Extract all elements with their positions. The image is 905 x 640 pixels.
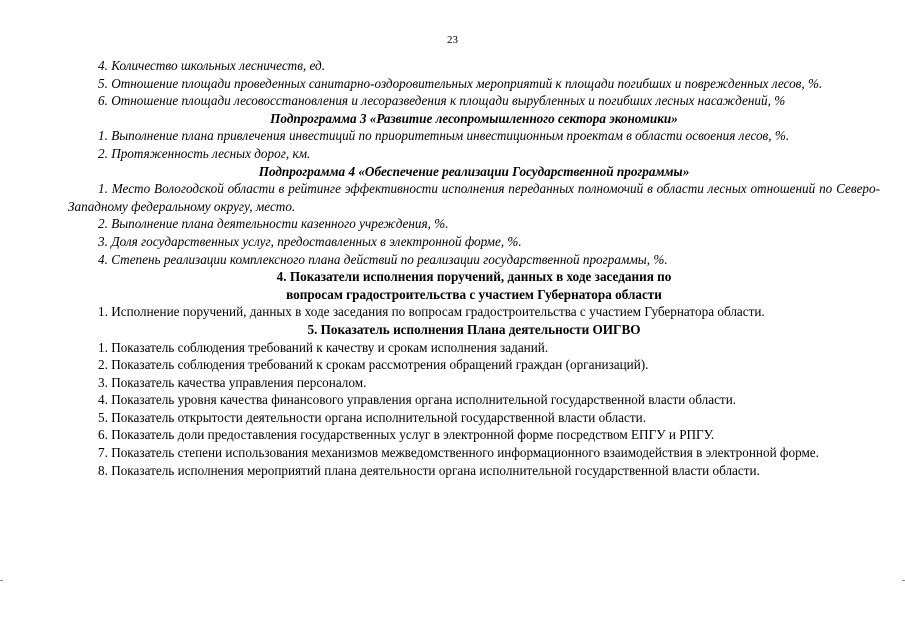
- indicator-item: 2. Протяженность лесных дорог, км.: [98, 145, 311, 161]
- subprogram-4-heading: Подпрограмма 4 «Обеспечение реализации Государственной программы»: [258, 163, 690, 179]
- section-5-item: 6. Показатель доли предоставления государственных услуг в электронной форме посредством ЕПГУ и РПГУ.: [98, 427, 715, 443]
- section-5-item: 3. Показатель качества управления персоналом.: [98, 374, 367, 390]
- scan-edge-mark: [0, 580, 3, 581]
- section-5-item: 5. Показатель открытости деятельности органа исполнительной государственной власти области.: [98, 409, 646, 425]
- indicator-item: 4. Степень реализации комплексного плана действий по реализации государственной программы, %.: [98, 251, 668, 267]
- indicator-item: 2. Выполнение плана деятельности казенного учреждения, %.: [98, 216, 449, 232]
- section-5-heading: 5. Показатель исполнения Плана деятельности ОИГВО: [307, 321, 641, 337]
- indicator-item: 1. Выполнение плана привлечения инвестиций по приоритетным инвестиционным проектам в области освоения лесов, %.: [98, 128, 790, 144]
- indicator-item: 6. Отношение площади лесовосстановления и лесоразведения к площади вырубленных и погибших лесных насаждений, %: [98, 93, 786, 109]
- section-4-heading-line2: вопросам градостроительства с участием Губернатора области: [286, 286, 662, 302]
- section-5-item: 1. Показатель соблюдения требований к качеству и срокам исполнения заданий.: [98, 339, 549, 355]
- section-5-item: 7. Показатель степени использования механизмов межведомственного информационного взаимодействия в электронной форме.: [98, 445, 819, 461]
- section-5-item: 4. Показатель уровня качества финансового управления органа исполнительной государственной власти области.: [98, 392, 737, 408]
- page-content: [68, 57, 880, 479]
- indicator-item: 4. Количество школьных лесничеств, ед.: [98, 58, 326, 73]
- section-5-item: 8. Показатель исполнения мероприятий плана деятельности органа исполнительной государственной власти области.: [98, 462, 760, 478]
- indicator-item: 5. Отношение площади проведенных санитарно-оздоровительных мероприятий к площади погибших и поврежденных лесов, %.: [98, 75, 823, 91]
- indicator-item: 3. Доля государственных услуг, предоставленных в электронной форме, %.: [98, 233, 522, 249]
- section-5-item: 2. Показатель соблюдения требований к срокам рассмотрения обращений граждан (организаций).: [98, 357, 649, 373]
- section-4-item: 1. Исполнение поручений, данных в ходе заседания по вопросам градостроительства с участием Губернатора области.: [98, 304, 765, 320]
- subprogram-3-heading: Подпрограмма 3 «Развитие лесопромышленного сектора экономики»: [270, 110, 678, 126]
- section-4-heading-line1: 4. Показатели исполнения поручений, данных в ходе заседания по: [276, 269, 672, 285]
- indicator-item: 1. Место Вологодской области в рейтинге эффективности исполнения переданных полномочий в области лесных отношений по Северо-Западному федеральному округу, место.: [68, 181, 880, 214]
- page-number: 23: [447, 34, 458, 46]
